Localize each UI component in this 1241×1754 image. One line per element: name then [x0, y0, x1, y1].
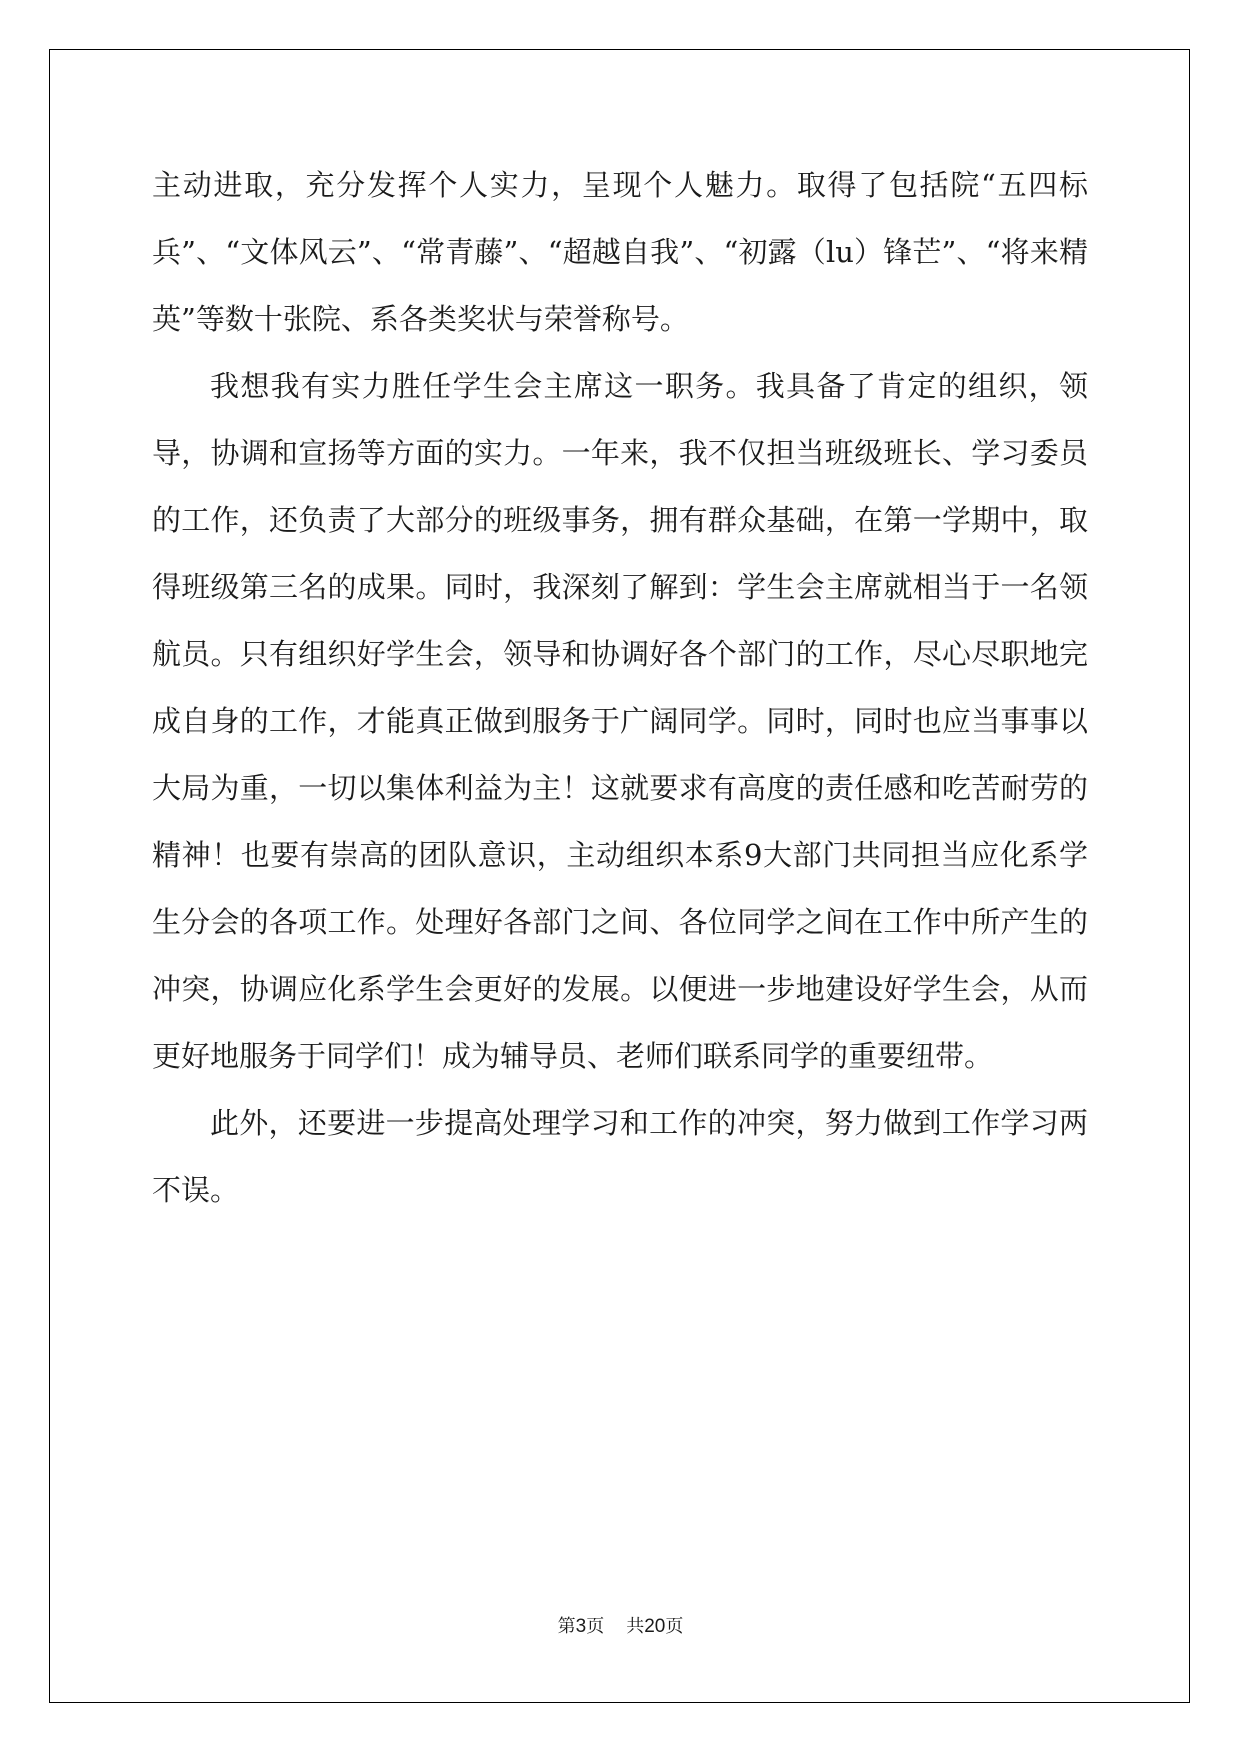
footer-total-prefix: 共 [626, 1616, 645, 1637]
footer-total-pages: 20 [644, 1616, 666, 1637]
document-body [152, 152, 1088, 1224]
footer-page-suffix: 页 [586, 1616, 605, 1637]
paragraph-3: 此外，还要进一步提高处理学习和工作的冲突，努力做到工作学习两不误。 [152, 1106, 1088, 1207]
page-footer [0, 1616, 1241, 1638]
paragraph-2: 我想我有实力胜任学生会主席这一职务。我具备了肯定的组织，领导，协调和宣扬等方面的实力。一年来，我不仅担当班级班长、学习委员的工作，还负责了大部分的班级事务，拥有群众基础，在第一学期中，取得班级第三名的成果。同时，我深刻了解到：学生会主席就相当于一名领航员。只有组织好学生会，领导和协调好各个部门的工作，尽心尽职地完成自身的工作，才能真正做到服务于广阔同学。同时，同时也应当事事以大局为重，一切以集体利益为主！这就要求有高度的责任感和吃苦耐劳的精神！也要有崇高的团队意识，主动组织本系9大部门共同担当应化系学生分会的各项工作。处理好各部门之间、各位同学之间在工作中所产生的冲突，协调应化系学生会更好的发展。以便进一步地建设好学生会，从而更好地服务于同学们！成为辅导员、老师们联系同学的重要纽带。 [152, 369, 1088, 1073]
footer-page-number: 3 [575, 1616, 587, 1637]
paragraph-1: 主动进取，充分发挥个人实力，呈现个人魅力。取得了包括院“五四标兵”、“文体风云”、“常青藤”、“超越自我”、“初露（lu）锋芒”、“将来精英”等数十张院、系各类奖状与荣誉称号。 [152, 168, 1088, 336]
footer-total-suffix: 页 [665, 1616, 684, 1637]
footer-page-prefix: 第 [557, 1616, 576, 1637]
